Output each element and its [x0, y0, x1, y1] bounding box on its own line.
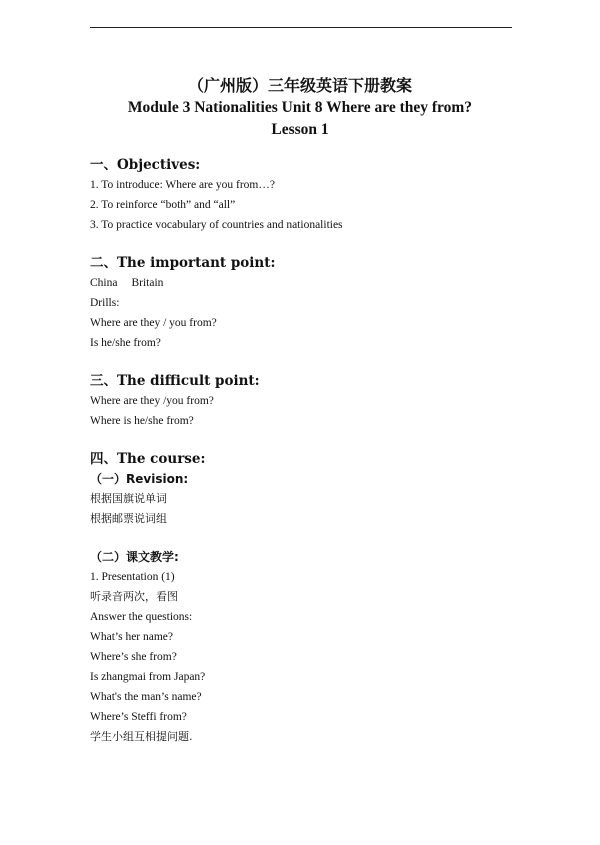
difficult-point-heading: 三、The difficult point: [90, 373, 260, 389]
difficult-line: Where are they /you from? [90, 395, 214, 407]
teaching-line: Where’s Steffi from? [90, 711, 187, 723]
teaching-line: 1. Presentation (1) [90, 571, 175, 583]
important-words [90, 273, 510, 293]
objective-item: 2. To reinforce “both” and “all” [90, 199, 236, 211]
teaching-line: 听录音两次，看图 [90, 590, 178, 603]
drills-label: Drills: [90, 297, 120, 309]
title-english: Module 3 Nationalities Unit 8 Where are they from? [127, 99, 473, 116]
title-block [0, 75, 600, 141]
drill-line: Is he/she from? [90, 337, 161, 349]
important-point-heading: 二、The important point: [90, 255, 276, 271]
revision-heading: （一）Revision: [90, 472, 189, 486]
revision-line: 根据国旗说单词 [90, 492, 167, 505]
word-britain: Britain [131, 277, 164, 289]
objective-item: 3. To practice vocabulary of countries and nationalities [90, 219, 343, 231]
teaching-line: Where’s she from? [90, 651, 177, 663]
teaching-line: Is zhangmai from Japan? [90, 671, 206, 683]
teaching-line: What’s her name? [90, 631, 174, 643]
difficult-line: Where is he/she from? [90, 415, 194, 427]
drill-line: Where are they / you from? [90, 317, 217, 329]
top-rule [90, 27, 512, 28]
teaching-line: Answer the questions: [90, 611, 193, 623]
objectives-heading: 一、Objectives: [90, 157, 201, 173]
revision-line: 根据邮票说词组 [90, 512, 167, 525]
document-body [90, 155, 510, 747]
teaching-heading: （二）课文教学: [90, 550, 179, 564]
title-chinese: （广州版）三年级英语下册教案 [187, 76, 412, 95]
objective-item: 1. To introduce: Where are you from…? [90, 179, 275, 191]
course-heading: 四、The course: [90, 451, 206, 467]
lesson-title: Lesson 1 [271, 121, 329, 138]
teaching-line: 学生小组互相提问题. [90, 730, 193, 743]
word-china: China [90, 277, 118, 289]
teaching-line: What's the man’s name? [90, 691, 202, 703]
